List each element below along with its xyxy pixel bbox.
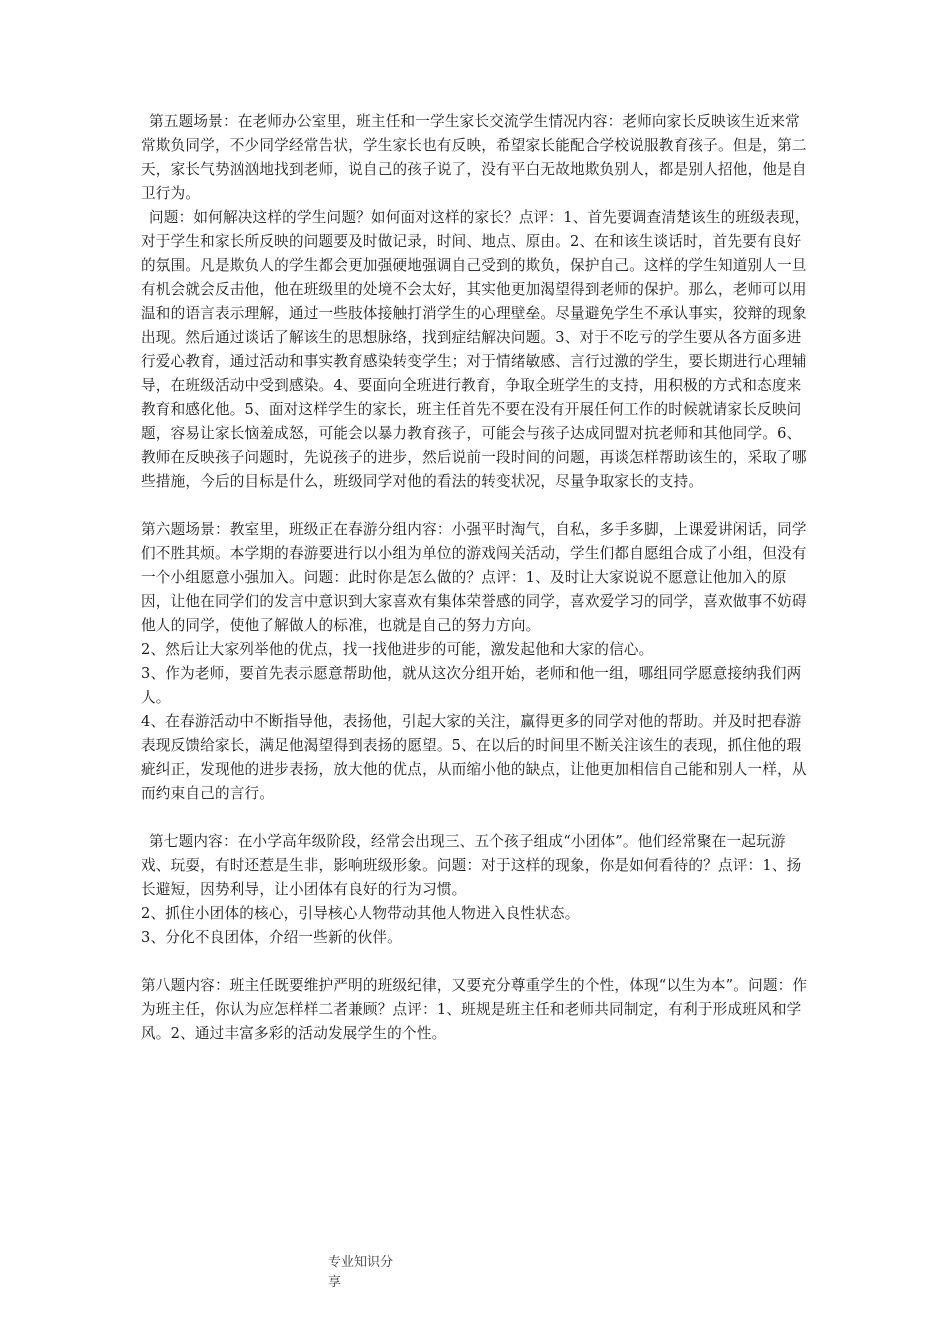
paragraph-q6-scene: 第六题场景：教室里，班级正在春游分组内容：小强平时淘气，自私，多手多脚，上课爱讲闲话，同学们不胜其烦。本学期的春游要进行以小组为单位的游戏闯关活动，学生们都自愿组合成了小组，但没有一个小组愿意小强加入。问题：此时你是怎么做的？点评：1、及时让大家说说不愿意让他加入的原因，让他在同学们的发言中意识到大家喜欢有集体荣誉感的同学，喜欢爱学习的同学，喜欢做事不妨碍他人的同学，使他了解做人的标准，也就是自己的努力方向。 <box>141 521 807 634</box>
paragraph-q7-content: 第七题内容：在小学高年级阶段，经常会出现三、五个孩子组成“小团体”。他们经常聚在一起玩游戏、玩耍，有时还惹是生非，影响班级形象。问题：对于这样的现象，你是如何看待的？点评：1、扬长避短，因势利导，让小团体有良好的行为习惯。 <box>141 833 802 898</box>
paragraph-q6-point-4: 4、在春游活动中不断指导他，表扬他，引起大家的关注，赢得更多的同学对他的帮助。并及时把春游表现反馈给家长，满足他渴望得到表扬的愿望。5、在以后的时间里不断关注该生的表现，抓住他的瑕疵纠正，发现他的进步表扬，放大他的优点，从而缩小他的缺点，让他更加相信自己能和别人一样，从而约束自己的言行。 <box>141 713 807 802</box>
document-body <box>141 110 811 1046</box>
paragraph-q5-scene: 第五题场景：在老师办公室里，班主任和一学生家长交流学生情况内容：老师向家长反映该生近来常常欺负同学，不少同学经常告状，学生家长也有反映，希望家长能配合学校说服教育孩子。但是，第二天，家长气势汹汹地找到老师，说自己的孩子说了，没有平白无故地欺负别人，都是别人招他，他是自卫行为。 <box>141 113 807 202</box>
page-footer: 专业知识分享 <box>328 1255 394 1290</box>
paragraph-q6-point-2: 2、然后让大家列举他的优点，找一找他进步的可能，激发起他和大家的信心。 <box>141 641 654 658</box>
paragraph-q5-commentary: 问题：如何解决这样的学生问题？如何面对这样的家长？点评：1、首先要调查清楚该生的班级表现，对于学生和家长所反映的问题要及时做记录，时间、地点、原由。2、在和该生谈话时，首先要有良好的氛围。凡是欺负人的学生都会更加强硬地强调自己受到的欺负，保护自己。这样的学生知道别人一旦有机会就会反击他，他在班级里的处境不会太好，其实他更加渴望得到老师的保护。那么，老师可以用温和的语言表示理解，通过一些肢体接触打消学生的心理壁垒。尽量避免学生不承认事实，狡辩的现象出现。然后通过谈话了解该生的思想脉络，找到症结解决问题。3、对于不吃亏的学生要从各方面多进行爱心教育，通过活动和事实教育感染转变学生；对于情绪敏感、言行过激的学生，要长期进行心理辅导，在班级活动中受到感染。4、要面向全班进行教育，争取全班学生的支持，用积极的方式和态度来教育和感化他。5、面对这样学生的家长，班主任首先不要在没有开展任何工作的时候就请家长反映问题，容易让家长恼羞成怒，可能会以暴力教育孩子，可能会与孩子达成同盟对抗老师和其他同学。6、教师在反映孩子问题时，先说孩子的进步，然后说前一段时间的问题，再谈怎样帮助该生的，采取了哪些措施，今后的目标是什么，班级同学对他的看法的转变状况，尽量争取家长的支持。 <box>141 209 810 490</box>
paragraph-q7-point-2: 2、抓住小团体的核心，引导核心人物带动其他人物进入良性状态。 <box>141 905 580 922</box>
paragraph-q6-point-3: 3、作为老师，要首先表示愿意帮助他，就从这次分组开始，老师和他一组，哪组同学愿意接纳我们两人。 <box>141 665 802 706</box>
paragraph-q7-point-3: 3、分化不良团体，介绍一些新的伙伴。 <box>141 929 402 946</box>
paragraph-q8-content: 第八题内容：班主任既要维护严明的班级纪律，又要充分尊重学生的个性，体现“以生为本”。问题：作为班主任，你认为应怎样样二者兼顾？点评：1、班规是班主任和老师共同制定，有利于形成班风和学风。2、通过丰富多彩的活动发展学生的个性。 <box>141 977 808 1042</box>
